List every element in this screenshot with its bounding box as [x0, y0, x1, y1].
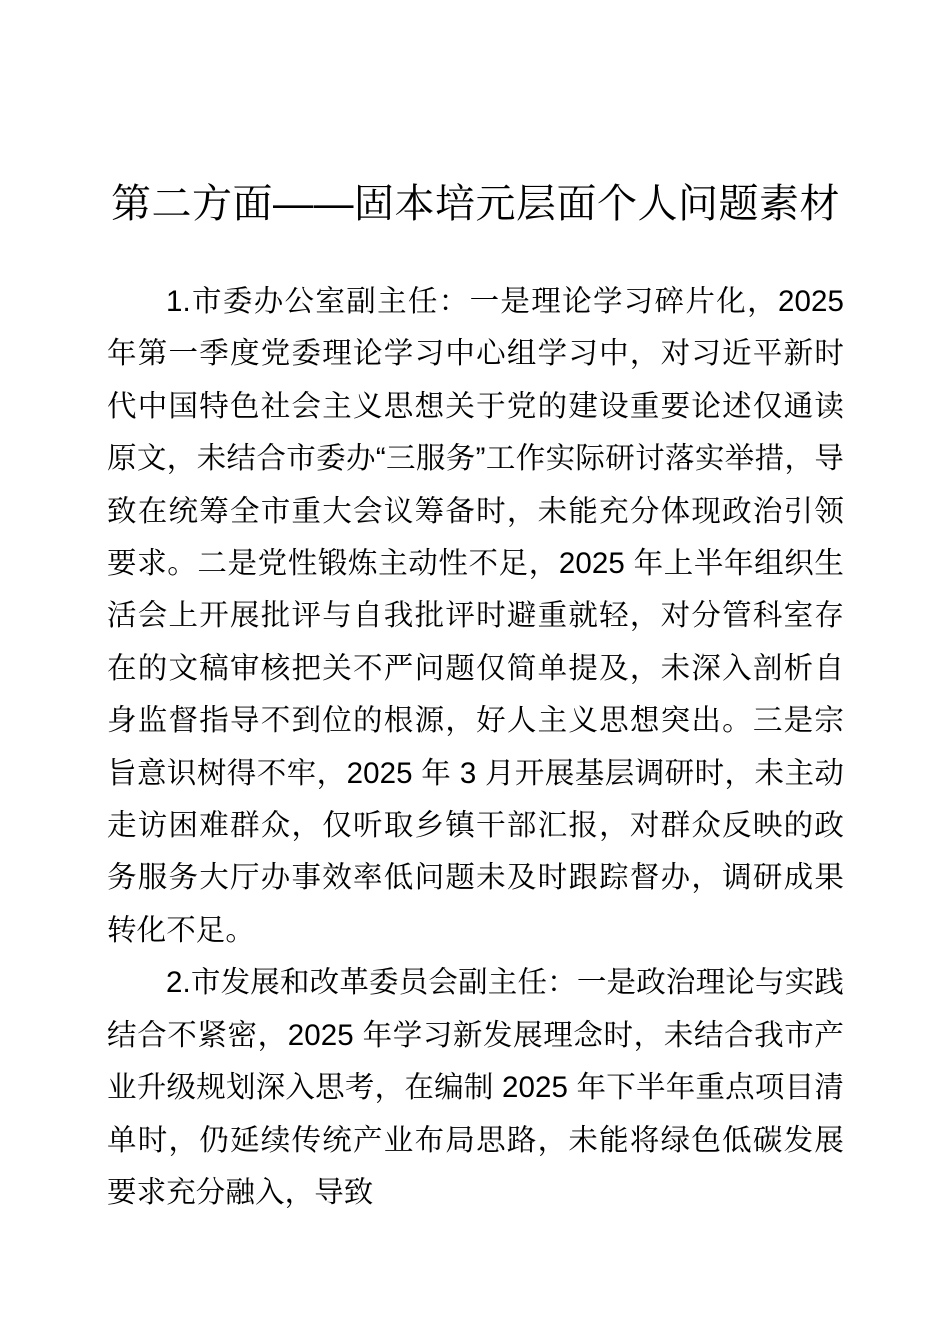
document-content	[107, 0, 844, 1219]
page-title: 第二方面——固本培元层面个人问题素材	[111, 182, 840, 226]
paragraph-2: 2.市发展和改革委员会副主任：一是政治理论与实践结合不紧密，2025 年学习新发展理念时，未结合我市产业升级规划深入思考，在编制 2025 年下半年重点项目清单时，仍延续传统产业布局思路，未能将绿色低碳发展要求充分融入，导致	[107, 966, 844, 1209]
paragraph-list	[107, 276, 844, 1219]
paragraph-1: 1.市委办公室副主任：一是理论学习碎片化，2025 年第一季度党委理论学习中心组学习中，对习近平新时代中国特色社会主义思想关于党的建设重要论述仅通读原文，未结合市委办“三服务”工作实际研讨落实举措，导致在统筹全市重大会议筹备时，未能充分体现政治引领要求。二是党性锻炼主动性不足，2025 年上半年组织生活会上开展批评与自我批评时避重就轻，对分管科室存在的文稿审核把关不严问题仅简单提及，未深入剖析自身监督指导不到位的根源，好人主义思想突出。三是宗旨意识树得不牢，2025 年 3 月开展基层调研时，未主动走访困难群众，仅听取乡镇干部汇报，对群众反映的政务服务大厅办事效率低问题未及时跟踪督办，调研成果转化不足。	[107, 285, 844, 947]
